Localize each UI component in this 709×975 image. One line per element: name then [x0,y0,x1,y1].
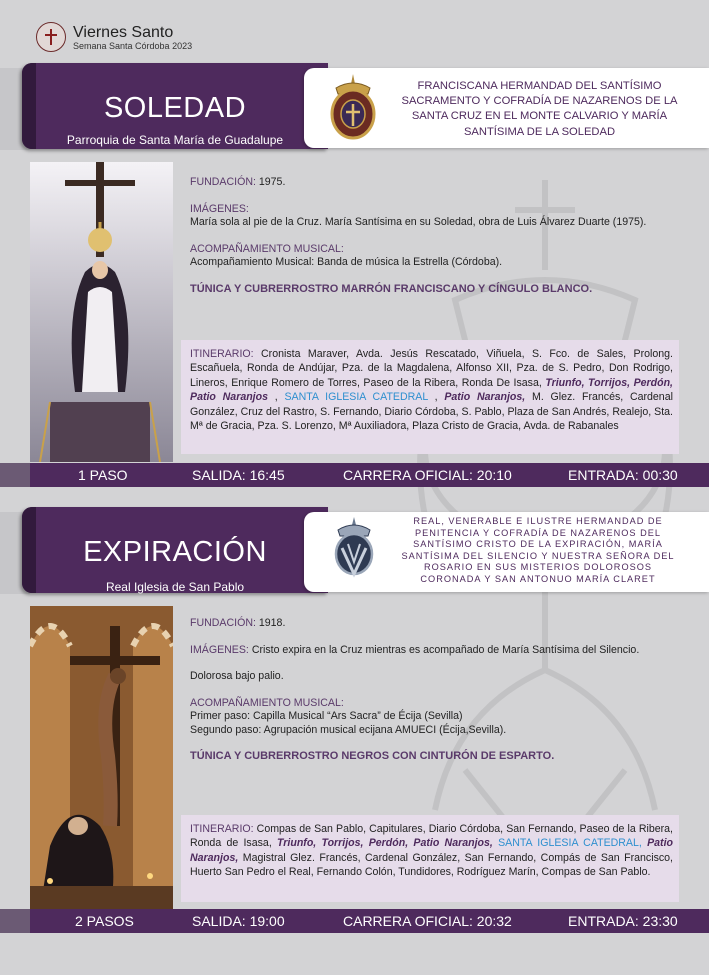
pasos: 2 PASOS [75,913,134,929]
imagenes-text: Cristo expira en la Cruz mientras es acompañado de María Santísima del Silencio. [251,643,640,656]
carrera-oficial: CARRERA OFICIAL: 20:10 [343,467,512,483]
brotherhood-name-panel [22,507,328,593]
musical-text: Acompañamiento Musical: Banda de música la Estrella (Córdoba). [190,256,503,268]
event-title: Viernes Santo [73,23,174,41]
brotherhood-seal-icon [328,516,380,588]
event-subtitle: Semana Santa Córdoba 2023 [73,40,193,51]
fundacion-label: FUNDACIÓN: [190,617,256,629]
tunica-text: TÚNICA Y CUBRERROSTRO NEGROS CON CINTURÓN DE ESPARTO. [190,750,555,762]
fundacion-label: FUNDACIÓN: [190,176,256,188]
musical-label: ACOMPAÑAMIENTO MUSICAL: [190,242,344,255]
imagenes-label: IMÁGENES: [190,202,249,215]
parish-name: Parroquia de Santa María de Guadalupe [66,133,284,147]
brotherhood-info-panel [304,68,709,148]
salida: SALIDA: 16:45 [192,467,285,483]
expiracion-image [30,606,173,910]
salida: SALIDA: 19:00 [192,913,285,929]
brotherhood-name: EXPIRACIÓN [83,536,267,568]
entrada: ENTRADA: 00:30 [568,467,678,483]
brotherhood-seal-icon [324,72,382,144]
palio-text: Dolorosa bajo palio. [190,670,284,682]
cross-icon [36,22,66,52]
brotherhood-full-name: REAL, VENERABLE E ILUSTRE HERMANDAD DE PENITENCIA Y COFRADÍA DE NAZARENOS DEL SANTÍSIMO CRISTO DE LA EXPIRACIÓN, MARÍA SANTÍSIMA DEL SILENCIO Y NUESTRA SEÑORA DEL ROSARIO EN SUS MISTERIOS DOLOROSOS CORONADA Y SAN ANTONUO MARÍA CLARET [401,516,675,584]
imagenes-label: IMÁGENES: [190,643,249,656]
expiracion-details [190,617,678,764]
soledad-schedule-bar [0,463,709,487]
parish-name: Real Iglesia de San Pablo [105,580,245,594]
fundacion-value: 1918. [258,617,286,629]
musical-text-2: Segundo paso: Agrupación musical ecijana AMUECI (Écija,Sevilla). [190,723,507,736]
brotherhood-name-panel [22,63,328,149]
musical-label: ACOMPAÑAMIENTO MUSICAL: [190,696,344,709]
musical-text-1: Primer paso: Capilla Musical “Ars Sacra” de Écija (Sevilla) [190,710,463,722]
expiracion-itinerary: ITINERARIO: Compas de San Pablo, Capitulares, Diario Córdoba, San Fernando, Paseo de la Ribera, Ronda de Isasa, Triunfo, Torrijos, Perdón, Patio Naranjos, SANTA IGLESIA CATEDRAL, Patio Naranjos, Magistral Glez. Francés, Cardenal González, San Fernando, Compás de San Francisco, Huerto San Pedro el Real, Fernando Colón, Tundidores, Rodríguez Marín, Compas de San Pablo. [181,815,679,902]
pasos: 1 PASO [78,467,128,483]
soledad-details [190,176,678,296]
brotherhood-name: SOLEDAD [103,92,247,124]
event-header [36,22,192,52]
entrada: ENTRADA: 23:30 [568,913,678,929]
brotherhood-full-name: FRANCISCANA HERMANDAD DEL SANTÍSIMO SACRAMENTO Y COFRADÍA DE NAZARENOS DE LA SANTA CRUZ EN EL MONTE CALVARIO Y MARÍA SANTÍSIMA DE LA SOLEDAD [401,80,678,138]
soledad-image [30,162,173,462]
imagenes-text: María sola al pie de la Cruz. María Santísima en su Soledad, obra de Luis Álvarez Duarte (1975). [190,216,647,228]
fundacion-value: 1975. [258,176,286,188]
tunica-text: TÚNICA Y CUBRERROSTRO MARRÓN FRANCISCANO Y CÍNGULO BLANCO. [190,282,593,295]
soledad-itinerary: ITINERARIO: Cronista Maraver, Avda. Jesús Rescatado, Viñuela, S. Fco. de Sales, Prolong. Escañuela, Ronda de Andújar, Pza. de la Magdalena, Alfonso XII, Pza. de S. Pedro, Don Rodrigo, Lineros, Enrique Romero de Torres, Paseo de la Ribera, Ronda De Isasa, Triunfo, Torrijos, Perdón, Patio Naranjos , SANTA IGLESIA CATEDRAL , Patio Naranjos, M. Glez. Francés, Cardenal González, Cruz del Rastro, S. Fernando, Diario Córdoba, S. Pablo, Plaza de San Andrés, Realejo, Sta. Mª de Gracia, Pza. S. Lorenzo, Mª Auxiliadora, Plaza Cristo de Gracia, Avda. de Rabanales [181,340,679,454]
carrera-oficial: CARRERA OFICIAL: 20:32 [343,913,512,929]
brotherhood-info-panel [304,512,709,592]
expiracion-schedule-bar [0,909,709,933]
